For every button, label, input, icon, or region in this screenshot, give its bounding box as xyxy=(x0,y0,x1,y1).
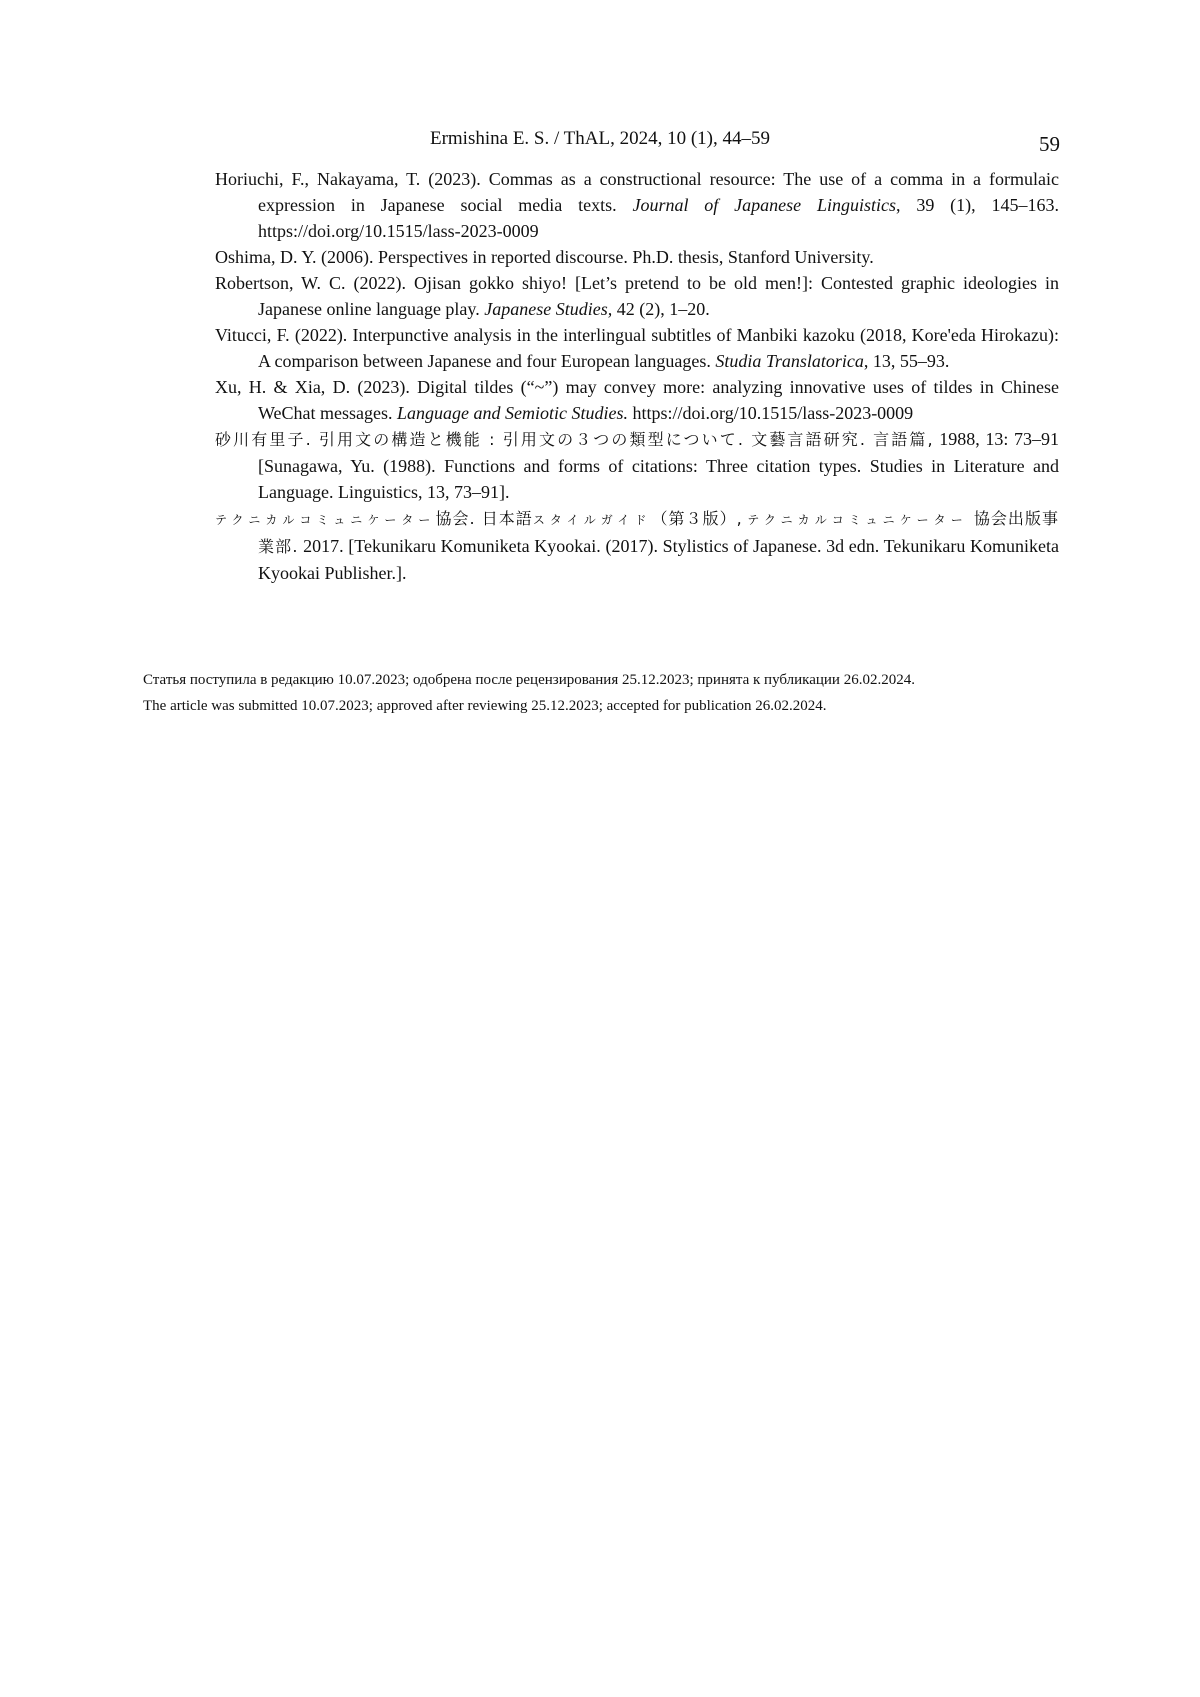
reference-text: , 39 (1), 145–163. https://doi.org/10.1515/lass-2023-0009 xyxy=(258,195,1059,241)
dates-russian: Статья поступила в редакцию 10.07.2023; одобрена после рецензирования 25.12.2023; принята к публикации 26.02.2024. xyxy=(143,672,915,688)
japanese-reference-text: 協会出版事業部. xyxy=(258,509,1059,556)
reference-item xyxy=(215,322,1059,374)
reference-text: Robertson, W. C. (2022). Ojisan gokko shiyo! [Let’s pretend to be old men!]: Contested graphic ideologies in Japanese online language play. xyxy=(215,273,1059,319)
reference-list xyxy=(215,166,1059,586)
reference-item xyxy=(215,374,1059,426)
reference-text: Vitucci, F. (2022). Interpunctive analysis in the interlingual subtitles of Manbiki kazoku (2018, Kore'eda Hirokazu): A comparison between Japanese and four European languages. xyxy=(215,325,1059,371)
reference-item xyxy=(215,505,1059,586)
reference-text: , 13, 55–93. xyxy=(863,351,950,371)
reference-text: 2017. [Tekunikaru Komuniketa Kyookai. (2017). Stylistics of Japanese. 3d edn. Tekunikaru Komuniketa Kyookai Publisher.]. xyxy=(258,536,1059,583)
journal-title: Journal of Japanese Linguistics xyxy=(632,195,896,215)
page-number: 59 xyxy=(1039,132,1060,156)
reference-text: 42 (2), 1–20. xyxy=(612,299,710,319)
japanese-reference-text: 協会. 日本語 xyxy=(435,509,533,528)
reference-item xyxy=(215,166,1059,244)
running-head: Ermishina E. S. / ThAL, 2024, 10 (1), 44–59 xyxy=(429,128,771,149)
reference-item xyxy=(215,426,1059,505)
journal-title: Language and Semiotic Studies. xyxy=(397,403,629,423)
reference-text: https://doi.org/10.1515/lass-2023-0009 xyxy=(628,403,914,423)
journal-title: Japanese Studies, xyxy=(484,299,613,319)
reference-item xyxy=(215,244,1059,270)
article-dates xyxy=(143,667,1103,719)
japanese-reference-text: 砂川有里子. 引用文の構造と機能 : 引用文の３つの類型について. 文藝言語研究. 言語篇, xyxy=(215,430,934,449)
reference-item xyxy=(215,270,1059,322)
japanese-reference-text: （第３版）, xyxy=(651,509,743,528)
journal-title: Studia Translatorica xyxy=(715,351,864,371)
japanese-katakana-text: テクニカルコミュニケーター xyxy=(747,513,968,527)
reference-text: Oshima, D. Y. (2006). Perspectives in reported discourse. Ph.D. thesis, Stanford University. xyxy=(215,247,874,267)
japanese-katakana-text: テクニカルコミュニケーター xyxy=(215,513,436,527)
reference-text: Xu, H. & Xia, D. (2023). Digital tildes (“~”) may convey more: analyzing innovative uses of tildes in Chinese WeChat messages. xyxy=(215,377,1059,423)
dates-english: The article was submitted 10.07.2023; approved after reviewing 25.12.2023; accepted for publication 26.02.2024. xyxy=(143,698,827,714)
reference-text: Horiuchi, F., Nakayama, T. (2023). Commas as a constructional resource: The use of a comma in a formulaic expression in Japanese social media texts. xyxy=(215,169,1059,215)
japanese-katakana-text: スタイルガイド xyxy=(532,513,652,527)
reference-text: 1988, 13: 73–91 [Sunagawa, Yu. (1988). Functions and forms of citations: Three citation types. Studies in Literature and Language. Linguistics, 13, 73–91]. xyxy=(258,429,1059,502)
